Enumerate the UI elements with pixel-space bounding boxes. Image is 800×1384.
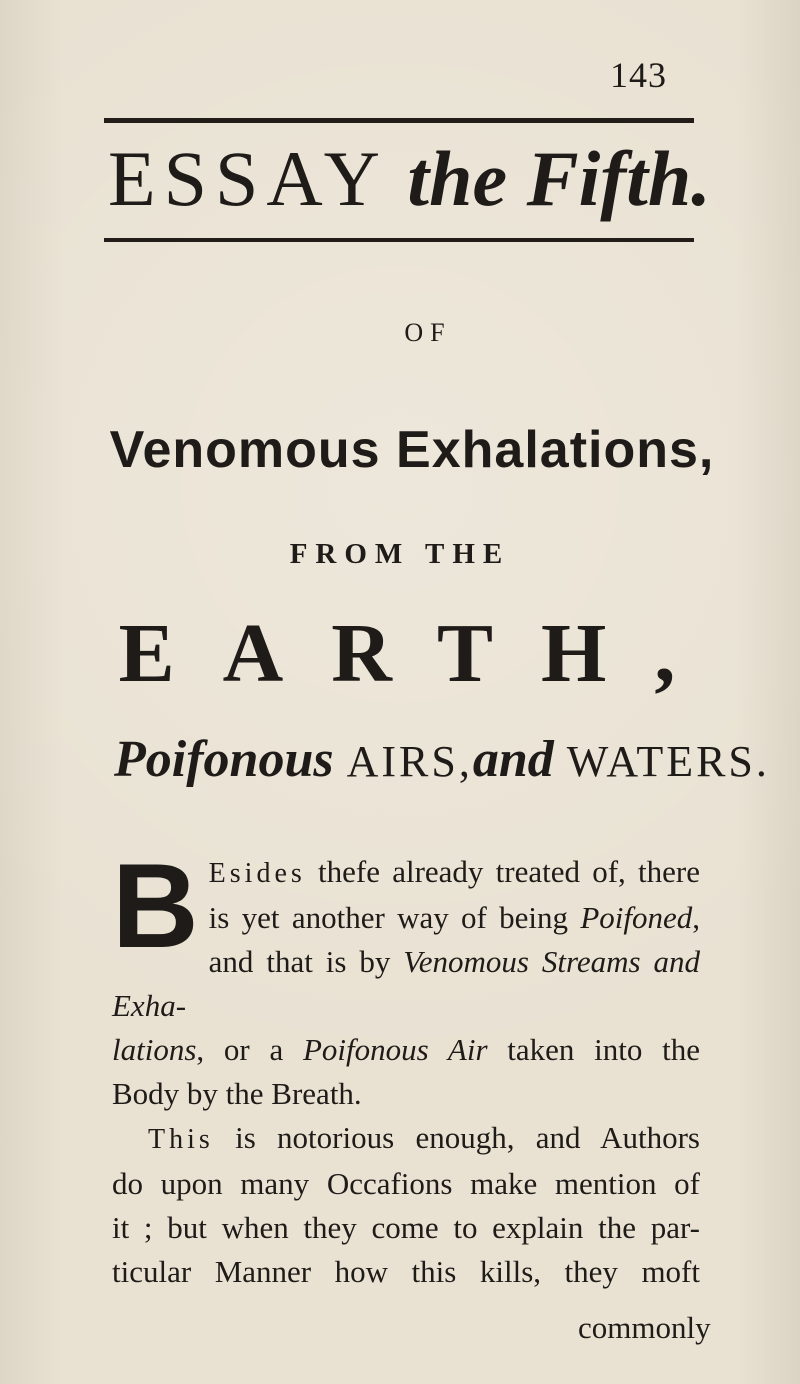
subtitle-from: FROM THE [289,538,511,570]
page-number: 143 [610,55,667,95]
subtitle-of: OF [404,318,452,347]
p2-line1 [112,1116,700,1162]
p1-line5: Body by the Breath. [112,1076,362,1111]
essay-word: ESSAY [108,135,388,222]
p1-line3 [112,940,700,1028]
bottom-rule [104,238,694,242]
drop-cap: B [112,839,199,973]
subtitle-airs-waters [114,730,770,789]
waters-word: WATERS. [566,737,770,786]
airs-word: AIRS, [346,737,473,786]
p2-line3: it ; but when they come to explain the par- [112,1210,700,1245]
catchword: commonly [578,1310,711,1345]
p2-line1-text: is notorious enough, and Authors [235,1120,700,1155]
poisonous-word: Poifonous [114,731,334,788]
p1-line4-a: , or a [196,1032,284,1067]
and-word: and [472,731,554,788]
p1-line4-b: taken into the [507,1032,700,1067]
p2-line4: ticular Manner how this kills, they moft [112,1254,700,1289]
p1-line2-b: , [692,900,700,935]
p1-line1-text: thefe already treated of, there [318,854,701,889]
body-text [112,839,701,1294]
p2-lead-caps: This [148,1124,214,1155]
p1-line2 [112,896,700,940]
p1-line4 [112,1028,700,1072]
p1-line1 [112,850,700,896]
p1-line3-a: and that is by [208,944,391,979]
essay-title [108,135,711,222]
poisonous-air: Poifonous Air [302,1032,488,1067]
p1-lead-caps: Esides [208,858,306,889]
venomous-streams: Venomous Streams and Exha- [112,944,701,1023]
p2-line2: do upon many Occafions make mention of [112,1166,700,1201]
subtitle-topic: Venomous Exhalations, [109,421,715,479]
poisoned-word: Poifoned [580,900,693,935]
essay-ordinal: the Fifth. [407,135,711,222]
top-rule [104,118,694,123]
exhalations-end: lations [112,1032,197,1067]
p1-line2-a: is yet another way of being [208,900,569,935]
subtitle-earth: EARTH, [118,607,724,700]
